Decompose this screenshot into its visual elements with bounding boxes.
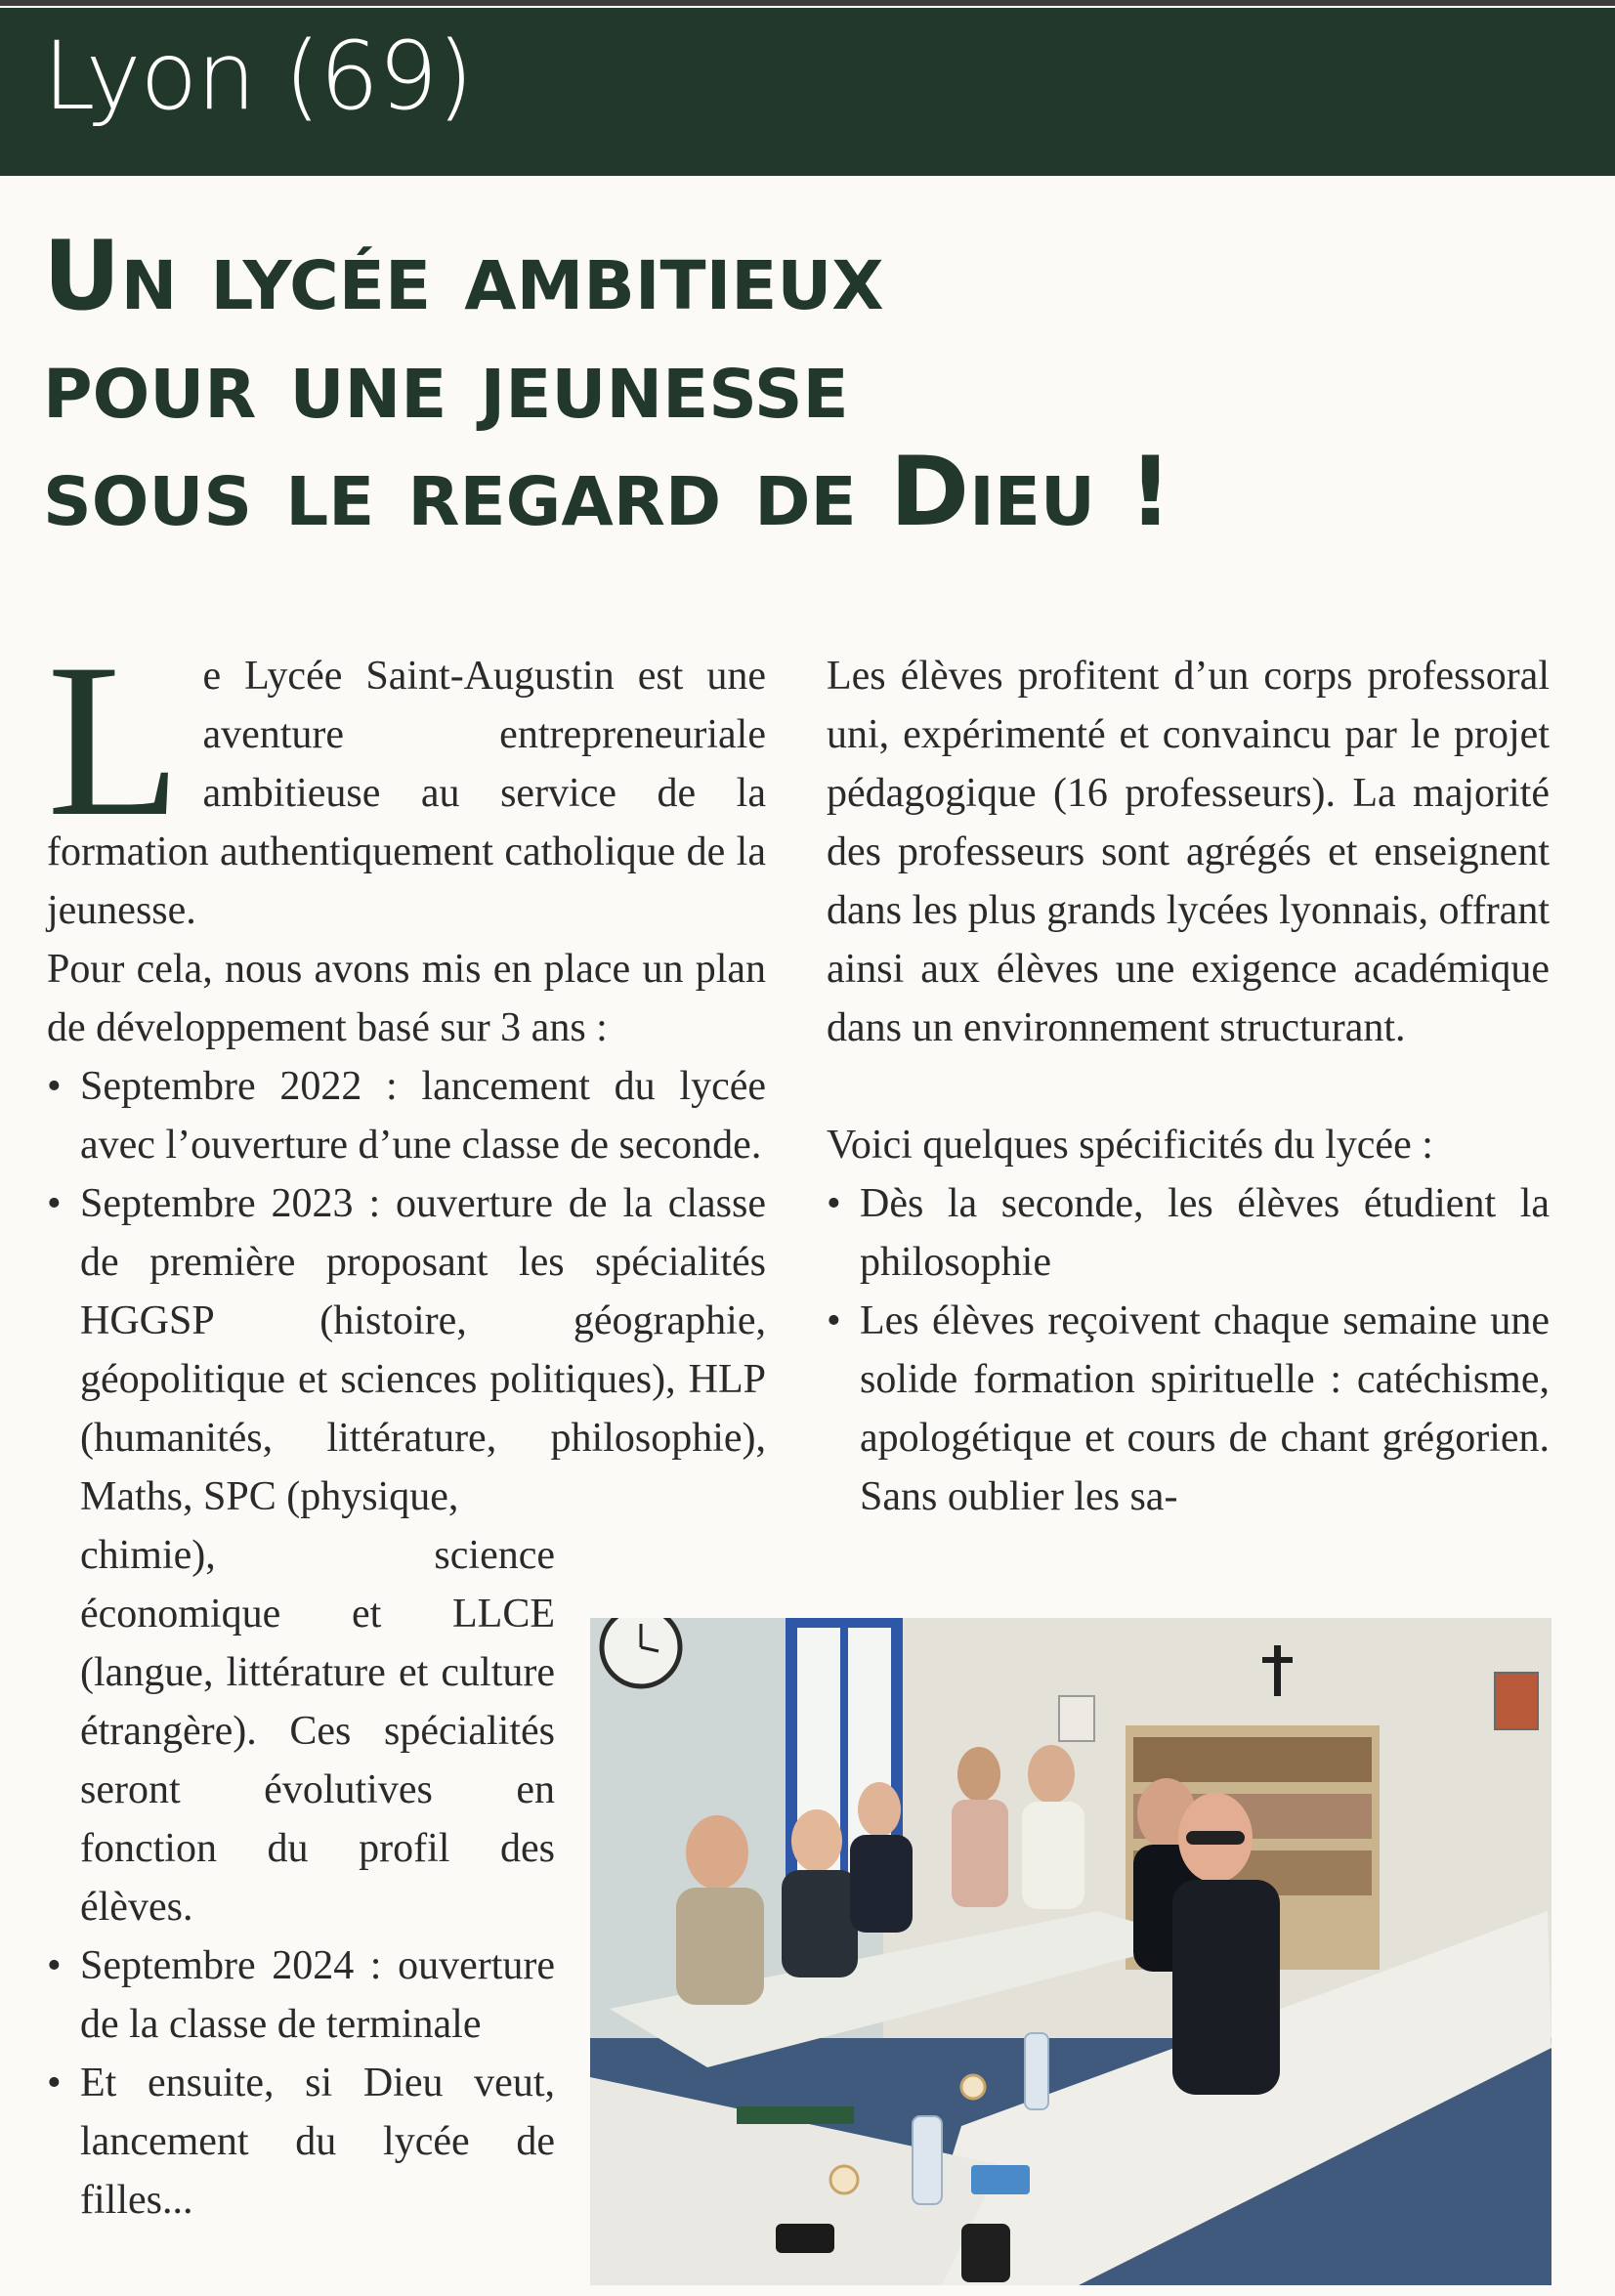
specifics-list <box>827 1174 1550 1526</box>
plan-intro: Pour cela, nous avons mis en place un plan de développement basé sur 3 ans : <box>47 947 766 1050</box>
article-headline <box>43 223 1587 547</box>
classroom-photo <box>590 1618 1551 2285</box>
headline-line-2: pour une jeunesse <box>43 328 849 441</box>
folder <box>737 2106 854 2124</box>
person-head <box>791 1809 842 1872</box>
specifics-intro: Voici quelques spécificités du lycée : <box>827 1123 1433 1168</box>
intro-paragraph <box>47 617 766 940</box>
person-body <box>676 1888 764 2005</box>
drop-cap: L <box>47 617 182 862</box>
cup <box>830 2166 858 2193</box>
person-head <box>957 1747 1000 1802</box>
person-head <box>686 1815 748 1890</box>
plan-list-cont <box>47 1526 555 2230</box>
intro-text: e Lycée Saint-Augustin est une aventure entrepreneuriale ambitieuse au service de la formation authentiquement catholique de la jeunesse. <box>47 654 766 933</box>
person-body <box>850 1835 913 1933</box>
classroom-illustration <box>590 1618 1551 2285</box>
water-bottle <box>913 2116 942 2204</box>
crucifix-bar <box>1262 1657 1293 1663</box>
person-body <box>952 1800 1008 1907</box>
pen-holder <box>961 2224 1010 2282</box>
list-item: • Septembre 2024 : ouverture de la classe de terminale <box>47 1936 555 2054</box>
crucifix-icon <box>1274 1645 1281 1696</box>
list-item: • Et ensuite, si Dieu veut, lancement du lycée de filles... <box>47 2054 555 2230</box>
faculty-paragraph: Les élèves profitent d’un corps professoral uni, expérimenté et convaincu par le projet pédagogique (16 professeurs). La majorité des professeurs sont agrégés et enseignent dans les plus grands lycées lyonnais, offrant ainsi aux élèves une exigence académique dans un environnement structurant. <box>827 654 1550 1050</box>
wall-picture <box>1059 1696 1094 1741</box>
shelf-books <box>1133 1737 1372 1782</box>
person-head <box>1028 1745 1075 1804</box>
list-item: • Dès la seconde, les élèves étudient la philosophie <box>827 1174 1550 1292</box>
list-item-continued-text: chimie), science économique et LLCE (langue, littérature et culture étrangère). Ces spécialités seront évolutives en fonction du profil des élèves. <box>80 1533 555 1930</box>
right-column <box>827 647 1550 1526</box>
person-body <box>782 1870 858 1977</box>
person-body <box>1022 1802 1084 1909</box>
banner-title: Lyon (69) <box>43 21 473 131</box>
wall-painting <box>1495 1673 1538 1729</box>
notebook <box>971 2165 1030 2194</box>
headline-line-1: Un lycée ambitieux <box>43 221 884 332</box>
phone <box>776 2224 834 2253</box>
section-banner <box>0 8 1615 176</box>
person-head <box>858 1782 901 1837</box>
water-bottle <box>1025 2033 1048 2109</box>
list-item-continued <box>47 1526 555 1936</box>
top-rule <box>0 0 1615 6</box>
cup <box>961 2075 985 2099</box>
spacer <box>827 1057 1550 1116</box>
person-body <box>1172 1880 1280 2095</box>
list-item: • Septembre 2022 : lancement du lycée avec l’ouverture d’une classe de seconde. <box>47 1057 766 1174</box>
plan-list <box>47 1057 766 1526</box>
list-item: • Les élèves reçoivent chaque semaine une solide formation spirituelle : catéchisme, apologétique et cours de chant grégorien. Sans oublier les sa- <box>827 1292 1550 1526</box>
glasses <box>1186 1831 1245 1845</box>
list-item: • Septembre 2023 : ouverture de la classe de première proposant les spécialités HGGSP (histoire, géographie, géopolitique et sciences politiques), HLP (humanités, littérature, philosophie), Maths, SPC (physique, <box>47 1174 766 1526</box>
headline-line-3: sous le regard de Dieu ! <box>43 437 1172 549</box>
